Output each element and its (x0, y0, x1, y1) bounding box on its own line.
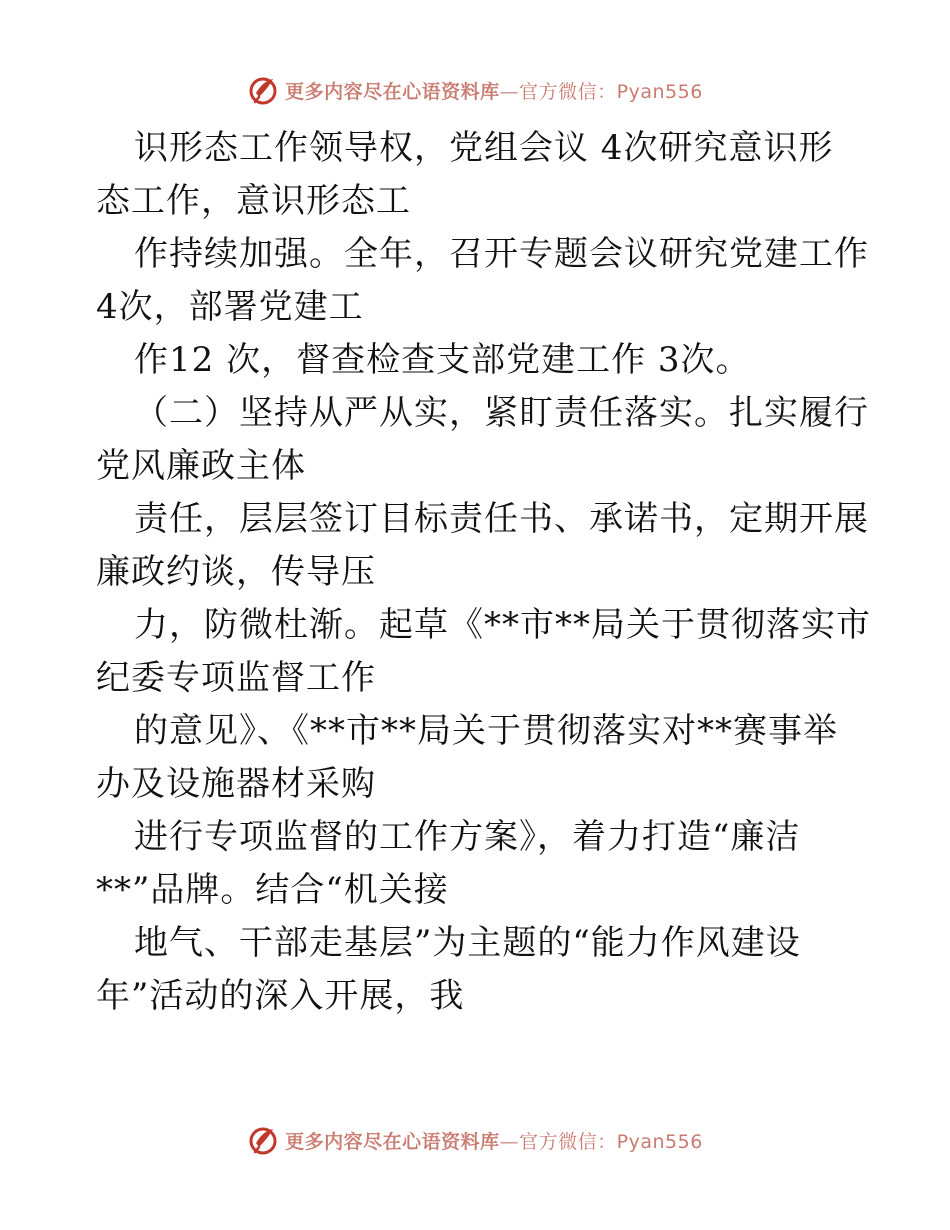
paragraph-line: 作持续加强。全年，召开专题会议研究党建工作 (134, 234, 869, 274)
footer-watermark (0, 1122, 950, 1158)
paragraph (96, 705, 866, 811)
paragraph-line: 责任，层层签订目标责任书、承诺书，定期开展 (134, 499, 869, 539)
paragraph (96, 334, 866, 387)
paragraph (96, 228, 869, 334)
paragraph-line: 力，防微杜渐。起草《**市**局关于贯彻落实市 (134, 605, 871, 645)
watermark-wechat: 官方微信：Pyan556 (519, 1130, 703, 1153)
paragraph (96, 599, 871, 705)
paragraph-line: 进行专项监督的工作方案》，着力打造“廉洁 (134, 817, 801, 857)
paragraph-line: 4次，部署党建工 (96, 287, 364, 327)
paragraph (96, 387, 869, 493)
paragraph (96, 122, 866, 228)
paragraph-line: （二）坚持从严从实，紧盯责任落实。扎实履行 (134, 393, 869, 433)
paragraph (96, 917, 866, 1023)
paragraph-line: 廉政约谈，传导压 (96, 552, 376, 592)
watermark-wechat: 官方微信：Pyan556 (519, 80, 703, 103)
watermark-main: 更多内容尽在心语资料库 (285, 80, 500, 103)
watermark-separator: — (499, 80, 520, 103)
watermark-text (285, 1127, 703, 1154)
paragraph-line: 的意见》、《**市**局关于贯彻落实对**赛事举 (134, 711, 838, 751)
paragraph-line: 态工作，意识形态工 (96, 181, 411, 221)
paragraph-line: 作12 次，督查检查支部党建工作 3次。 (134, 340, 751, 380)
body-text (96, 122, 871, 1023)
paragraph-line: **”品牌。结合“机关接 (96, 870, 449, 910)
watermark-text (285, 77, 703, 104)
pen-logo-icon (247, 1123, 281, 1157)
paragraph-line: 年”活动的深入开展，我 (96, 976, 465, 1016)
header-watermark (0, 72, 950, 108)
paragraph-line: 地气、干部走基层”为主题的“能力作风建设 (134, 923, 801, 963)
paragraph-line: 识形态工作领导权，党组会议 4次研究意识形 (134, 128, 834, 168)
paragraph-line: 党风廉政主体 (96, 446, 306, 486)
watermark-main: 更多内容尽在心语资料库 (285, 1130, 500, 1153)
paragraph-line: 纪委专项监督工作 (96, 658, 376, 698)
paragraph (96, 493, 869, 599)
watermark-separator: — (499, 1130, 520, 1153)
paragraph-line: 办及设施器材采购 (96, 764, 376, 804)
paragraph (96, 811, 866, 917)
pen-logo-icon (247, 73, 281, 107)
